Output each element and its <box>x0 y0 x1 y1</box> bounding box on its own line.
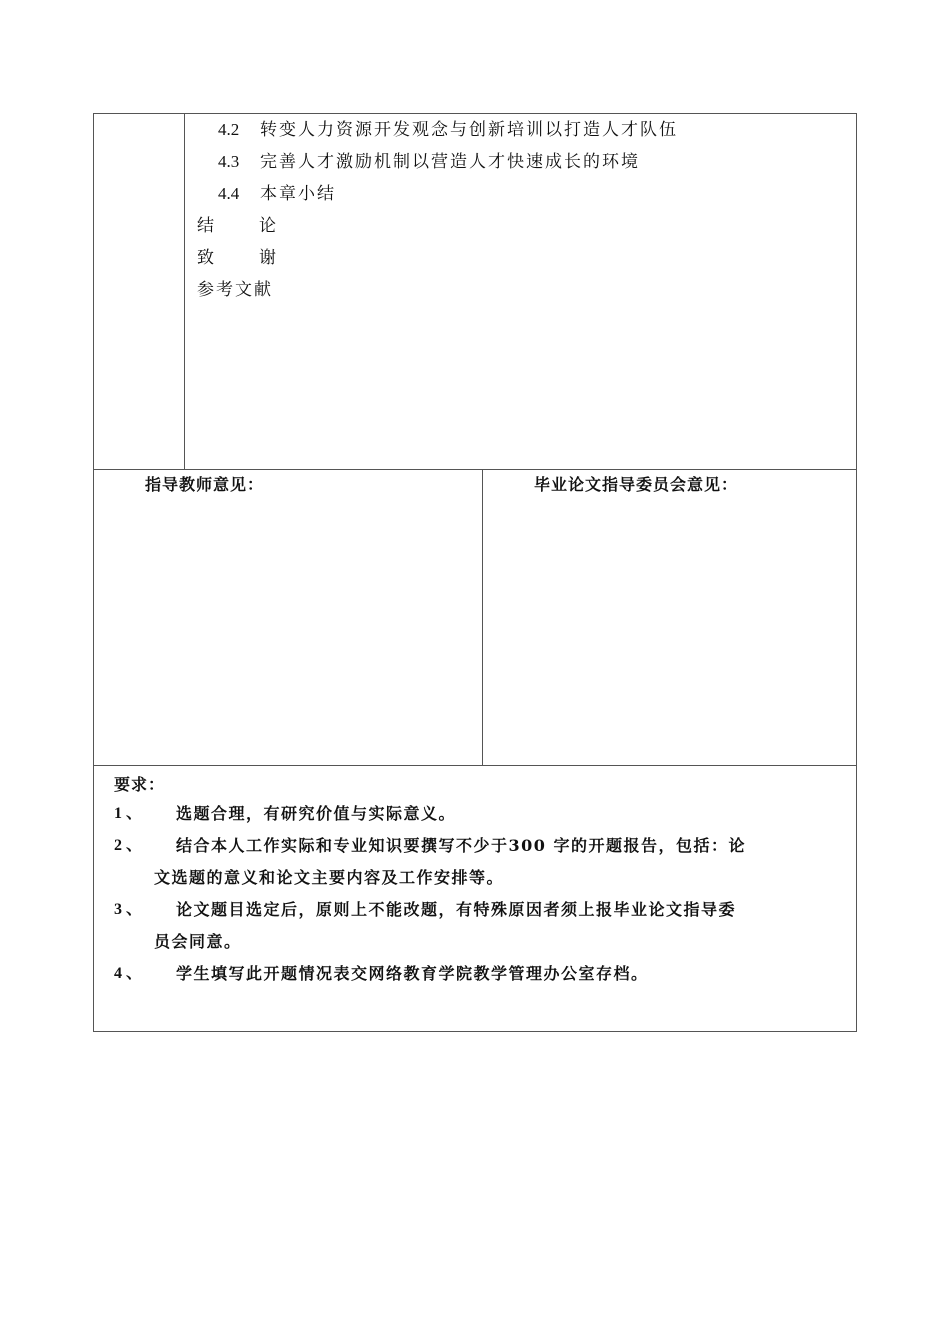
toc-item-number: 4.3 <box>218 152 240 171</box>
requirement-item <box>114 958 846 990</box>
requirement-text: 选题合理，有研究价值与实际意义。 <box>176 804 457 823</box>
requirement-text: 结合本人工作实际和专业知识要撰写不少于300 字的开题报告，包括：论 <box>176 836 746 855</box>
toc-conclusion-char: 结 <box>197 216 216 236</box>
requirement-text-continued: 文选题的意义和论文主要内容及工作安排等。 <box>154 868 505 887</box>
toc-conclusion-char: 论 <box>259 216 278 236</box>
toc-item-text: 本章小结 <box>260 184 336 204</box>
requirement-text: 论文题目选定后，原则上不能改题，有特殊原因者须上报毕业论文指导委 <box>176 900 737 919</box>
requirements-title: 要求： <box>114 775 166 794</box>
toc-item <box>218 184 336 204</box>
advisor-opinion-title: 指导教师意见： <box>145 475 265 494</box>
toc-references: 参考文献 <box>197 280 273 300</box>
toc-conclusion <box>197 216 278 236</box>
toc-row <box>94 114 856 470</box>
requirement-text-continued: 员会同意。 <box>154 932 242 951</box>
toc-label-cell <box>94 114 185 469</box>
opinions-row <box>94 470 856 766</box>
proposal-form-table <box>93 113 857 1032</box>
toc-content <box>186 114 856 469</box>
toc-thanks <box>197 248 278 268</box>
requirement-number: 4 、 <box>114 965 143 982</box>
requirement-number: 2 、 <box>114 837 143 854</box>
toc-thanks-char: 谢 <box>259 248 278 268</box>
committee-opinion-cell <box>483 470 856 765</box>
requirement-item <box>114 798 846 830</box>
toc-item-text: 完善人才激励机制以营造人才快速成长的环境 <box>260 152 640 172</box>
toc-item-text: 转变人力资源开发观念与创新培训以打造人才队伍 <box>260 120 678 140</box>
toc-item-number: 4.2 <box>218 120 240 139</box>
toc-item <box>218 120 678 140</box>
requirement-number: 1 、 <box>114 805 143 822</box>
toc-item-number: 4.4 <box>218 184 240 203</box>
toc-item <box>218 152 640 172</box>
requirement-item <box>114 830 846 894</box>
requirement-number: 3 、 <box>114 901 143 918</box>
requirement-item <box>114 894 846 958</box>
toc-thanks-char: 致 <box>197 248 216 268</box>
committee-opinion-title: 毕业论文指导委员会意见： <box>534 475 739 494</box>
requirement-text: 学生填写此开题情况表交网络教育学院教学管理办公室存档。 <box>176 964 649 983</box>
advisor-opinion-cell <box>94 470 483 765</box>
requirements-row <box>94 766 856 1031</box>
